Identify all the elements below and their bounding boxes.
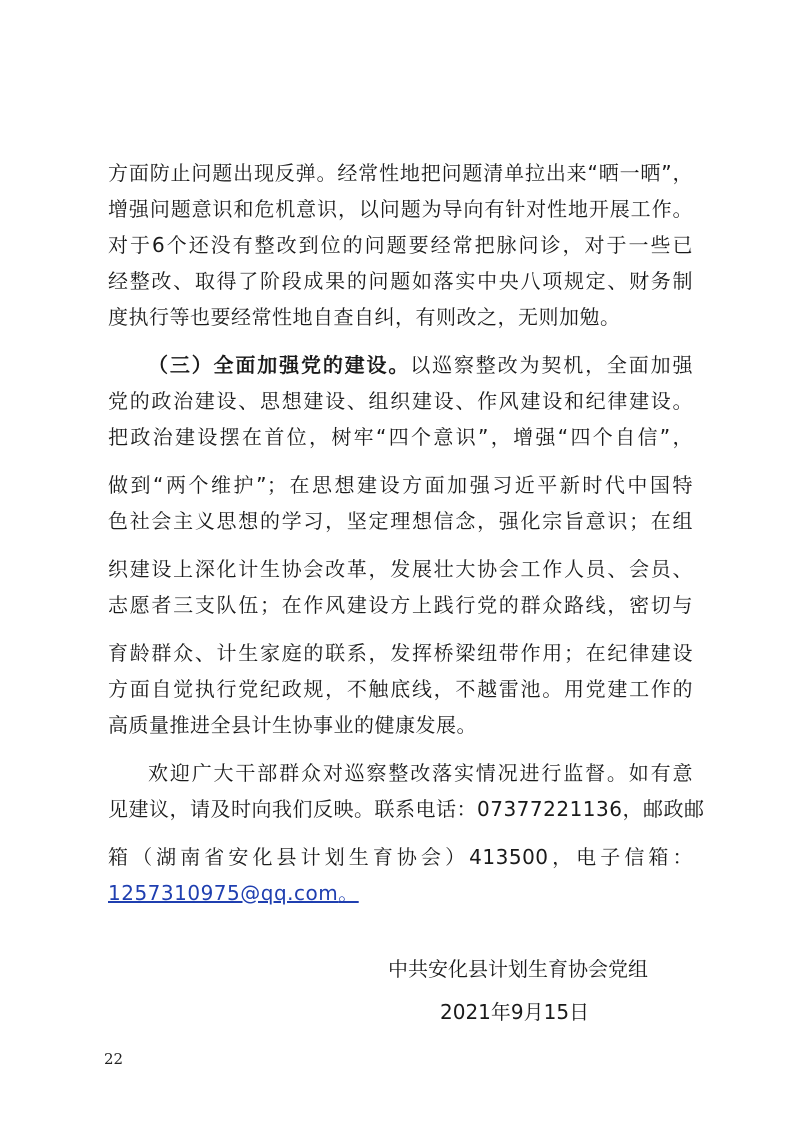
section-heading-rest: 以巡察整改为契机，全面加强: [410, 353, 693, 377]
body-line: 把政治建设摆在首位，树牢“四个意识”，增强“四个自信”，: [108, 425, 693, 449]
body-line: 志愿者三支队伍；在作风建设方上践行党的群众路线，密切与: [108, 593, 693, 617]
signature-org: 中共安化县计划生育协会党组: [388, 957, 648, 981]
section-heading-line: [148, 351, 693, 379]
body-line: 经整改、取得了阶段成果的问题如落实中央八项规定、财务制: [108, 269, 693, 293]
body-line: 增强问题意识和危机意识，以问题为导向有针对性地开展工作。: [108, 197, 693, 221]
body-line: 党的政治建设、思想建设、组织建设、作风建设和纪律建设。: [108, 389, 693, 413]
email-line: [108, 879, 693, 907]
body-line: 度执行等也要经常性地自查自纠，有则改之，无则加勉。: [108, 305, 621, 329]
body-line: 育龄群众、计生家庭的联系，发挥桥梁纽带作用；在纪律建设: [108, 641, 693, 665]
body-line: 欢迎广大干部群众对巡察整改落实情况进行监督。如有意: [148, 761, 693, 785]
body-line: 色社会主义思想的学习，坚定理想信念，强化宗旨意识；在组: [108, 509, 693, 533]
body-line: 箱（湖南省安化县计划生育协会）413500，电子信箱：: [108, 845, 693, 869]
body-line: 做到“两个维护”；在思想建设方面加强习近平新时代中国特: [108, 473, 693, 497]
body-line: 织建设上深化计生协会改革，发展壮大协会工作人员、会员、: [108, 557, 693, 581]
signature-date: 2021年9月15日: [440, 1000, 590, 1024]
email-tail: 。: [338, 881, 359, 905]
page-number: 22: [104, 1050, 124, 1068]
body-line: 对于6个还没有整改到位的问题要经常把脉问诊，对于一些已: [108, 233, 693, 257]
body-line: 高质量推进全县计生协事业的健康发展。: [108, 713, 477, 737]
body-line: 见建议，请及时向我们反映。联系电话：07377221136，邮政邮: [108, 797, 705, 821]
body-line: 方面自觉执行党纪政规，不触底线，不越雷池。用党建工作的: [108, 677, 693, 701]
section-heading: （三）全面加强党的建设。: [148, 353, 411, 377]
email-link[interactable]: 1257310975@qq.com: [108, 881, 339, 905]
body-line: 方面防止问题出现反弹。经常性地把问题清单拉出来“晒一晒”，: [108, 161, 693, 185]
